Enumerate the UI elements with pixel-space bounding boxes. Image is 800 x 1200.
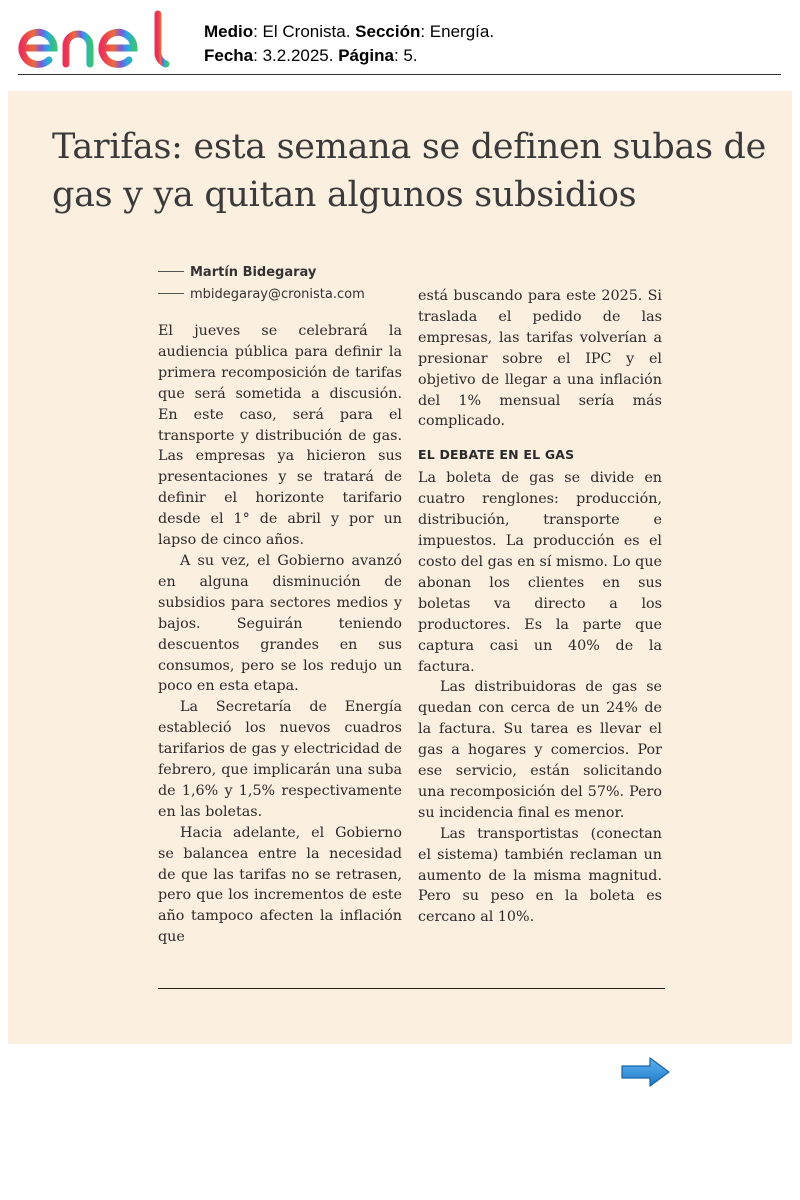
article-headline: Tarifas: esta semana se definen subas de gas y ya quitan algunos subsidios: [52, 127, 767, 215]
seccion-label: Sección: [355, 22, 421, 41]
article-column-2: [418, 286, 662, 928]
document-metadata: [204, 20, 494, 68]
article-column-1: [158, 321, 402, 948]
fecha-value: : 3.2.2025.: [253, 46, 339, 65]
medio-value: : El Cronista.: [253, 22, 356, 41]
fecha-label: Fecha: [204, 46, 254, 65]
paragraph: La Secretaría de Energía estableció los nuevos cuadros tarifarios de gas y electricidad de febrero, que implicarán una suba de 1,6% y 1,5% respectivamente en las boletas.: [158, 699, 402, 820]
author-name: Martín Bidegaray: [190, 265, 317, 280]
byline-rule: [158, 293, 184, 294]
document-header: [0, 0, 800, 80]
medio-label: Medio: [204, 22, 254, 41]
section-subhead: EL DEBATE EN EL GAS: [418, 447, 575, 463]
paragraph: está buscando para este 2025. Si traslada el pedido de las empresas, las tarifas volverían a presionar sobre el IPC y el objetivo de llegar a una inflación del 1% mensual sería más complicado.: [418, 288, 662, 430]
paragraph: Las transportistas (conectan el sistema) también reclaman un aumento de la misma magnitud. Pero su peso en la boleta es cercano al 10%.: [418, 825, 662, 926]
enel-logo: [16, 10, 171, 70]
newspaper-clipping: [8, 91, 792, 1044]
paragraph: La boleta de gas se divide en cuatro renglones: producción, distribución, transporte e impuestos. La producción es el costo del gas en sí mismo. Lo que abonan los clientes en sus boletas va directo a los productores. Es la parte que captura casi un 40% de la factura.: [418, 470, 662, 675]
seccion-value: : Energía.: [420, 22, 495, 41]
header-divider: [18, 74, 781, 75]
article-end-rule: [158, 988, 665, 989]
arrow-right-icon[interactable]: [620, 1055, 672, 1089]
paragraph: A su vez, el Gobierno avanzó en alguna disminución de subsidios para sectores medios y bajos. Seguirán teniendo descuentos grandes en sus consumos, pero se los redujo un poco en esta etapa.: [158, 552, 402, 695]
paragraph: Hacia adelante, el Gobierno se balancea entre la necesidad de que las tarifas no se retrasen, pero que los incrementos de este año tampoco afecten la inflación que: [158, 824, 402, 946]
author-email: mbidegaray@cronista.com: [190, 287, 365, 302]
pagina-value: : 5.: [393, 46, 418, 65]
paragraph: Las distribuidoras de gas se quedan con cerca de un 24% de la factura. Su tarea es llevar el gas a hogares y comercios. Por ese servicio, están solicitando una recomposición del 57%. Pero su incidencia final es menor.: [418, 679, 662, 821]
pagina-label: Página: [338, 46, 394, 65]
byline: [158, 261, 365, 305]
paragraph: El jueves se celebrará la audiencia pública para definir la primera recomposición de tarifas que será sometida a discusión. En este caso, será para el transporte y distribución de gas. Las empresas ya hicieron sus presentaciones y se tratará de definir el horizonte tarifario desde el 1° de abril y por un lapso de cinco años.: [158, 323, 402, 549]
byline-rule: [158, 271, 184, 272]
